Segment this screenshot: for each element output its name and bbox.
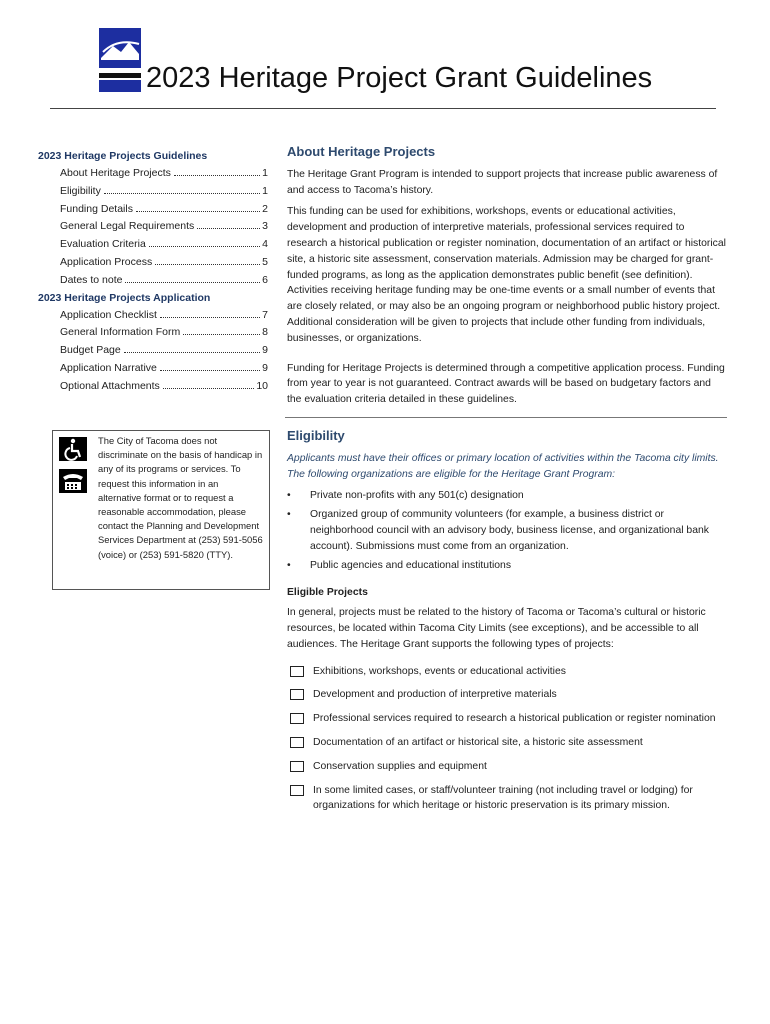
toc-leader-dots	[160, 309, 260, 318]
eligible-projects-text: In general, projects must be related to the history of Tacoma or Tacoma’s cultural or historic resources, be located within Tacoma City Limits (see exceptions), and be accessible to all audiences. The Heritage Grant supports the following types of projects:	[287, 607, 706, 650]
header-divider	[50, 108, 716, 109]
toc-item-label: General Information Form	[60, 326, 181, 339]
tacoma-logo	[99, 28, 141, 92]
project-type-item	[290, 664, 727, 680]
project-type-item	[290, 711, 727, 727]
project-type-item	[290, 759, 727, 775]
eligible-projects-heading: Eligible Projects	[287, 587, 368, 599]
toc-leader-dots	[124, 344, 260, 353]
toc-leader-dots	[136, 203, 260, 212]
toc-item-label: General Legal Requirements	[60, 220, 195, 233]
section-divider	[285, 417, 727, 418]
toc-item[interactable]	[60, 238, 268, 250]
checkbox-label: Exhibitions, workshops, events or educational activities	[313, 665, 566, 677]
checkbox-label: Conservation supplies and equipment	[313, 760, 487, 772]
project-type-checklist	[287, 664, 727, 815]
checkbox[interactable]	[290, 785, 304, 796]
toc-item[interactable]	[60, 256, 268, 268]
toc-item[interactable]	[60, 203, 268, 215]
toc-leader-dots	[104, 185, 260, 194]
checkbox[interactable]	[290, 666, 304, 677]
toc-item-page: 9	[262, 344, 268, 357]
eligibility-heading: Eligibility	[287, 427, 345, 443]
main-content	[287, 144, 727, 822]
toc-item-page: 10	[256, 379, 268, 392]
eligibility-bullet: • Private non-profits with any 501(c) designation	[287, 488, 727, 504]
checkbox-label: Development and production of interpretive materials	[313, 689, 557, 701]
checkbox-label: In some limited cases, or staff/volunteer training (not including travel or lodging) for organizations for which heritage or historic preservation is its primary mission.	[313, 784, 693, 812]
toc-item[interactable]	[60, 309, 268, 321]
toc-item-label: Funding Details	[60, 202, 133, 215]
page-title: 2023 Heritage Project Grant Guidelines	[146, 62, 653, 94]
toc-leader-dots	[163, 380, 255, 389]
toc-item-page: 9	[262, 361, 268, 374]
project-type-item	[290, 783, 727, 815]
eligibility-intro: Applicants must have their offices or primary location of activities within the Tacoma city limits. The following organizations are eligible for the Heritage Grant Program:	[287, 452, 719, 480]
toc-leader-dots	[174, 167, 260, 176]
eligibility-bullet: • Organized group of community volunteers (for example, a business district or neighborhood council with an advisory body, business license, and organizational bank account). Submissions must come from an organization.	[287, 507, 727, 554]
checkbox-label: Documentation of an artifact or historical site, a historic site assessment	[313, 736, 643, 748]
toc-item-page: 4	[262, 238, 268, 251]
checkbox[interactable]	[290, 689, 304, 700]
wheelchair-icon	[59, 437, 87, 461]
about-paragraph-2: This funding can be used for exhibitions, workshops, events or educational activities, development and production of interpretive materials, professional services required to research a historical publication or register nomination, documentation of an artifact or historical site, a historic site assessment, conservation materials. Admission may be charged for grant-funded programs, as long as the application demonstrates public benefit (see definition). Activities receiving heritage funding may be one-time events or a small number of events that are closely related, or may also be an ongoing program or neighborhood public history project. Additional consideration will be given to projects that include other funding from individuals, businesses, or organizations.	[287, 206, 726, 344]
about-paragraph-1: The Heritage Grant Program is intended to support projects that increase public awareness of and access to Tacoma’s history.	[287, 168, 718, 196]
toc-item[interactable]	[60, 380, 268, 392]
toc-guidelines-heading[interactable]: 2023 Heritage Projects Guidelines	[38, 150, 208, 162]
toc-item-page: 1	[262, 184, 268, 197]
toc-item-label: Application Process	[60, 255, 153, 268]
toc-item-label: Eligibility	[60, 184, 101, 197]
toc-item-label: Evaluation Criteria	[60, 238, 146, 251]
toc-item[interactable]	[60, 167, 268, 179]
toc-item-page: 8	[262, 326, 268, 339]
toc-item-page: 6	[262, 273, 268, 286]
toc-item-page: 7	[262, 308, 268, 321]
project-type-item	[290, 687, 727, 703]
about-heading: About Heritage Projects	[287, 144, 436, 159]
toc-item-label: Optional Attachments	[60, 379, 160, 392]
toc-application-heading[interactable]: 2023 Heritage Projects Application	[38, 291, 211, 304]
checkbox-label: Professional services required to research a historical publication or register nomination	[313, 713, 716, 725]
toc-item[interactable]	[60, 362, 268, 374]
checkbox[interactable]	[290, 761, 304, 772]
toc-item[interactable]	[60, 344, 268, 356]
toc-item[interactable]	[60, 185, 268, 197]
eligibility-list	[287, 488, 727, 573]
toc-item-page: 1	[262, 167, 268, 179]
toc-item[interactable]	[60, 274, 268, 286]
eligibility-bullet: • Public agencies and educational institutions	[287, 558, 727, 574]
accessibility-text: The City of Tacoma does not discriminate on the basis of handicap in any of its programs or services. To request this information in an alternative format or to request a reasonable accommodation, please contact the Planning and Development Services Department at (253) 591-5056 (voice) or (253) 591-5820 (TTY).	[98, 435, 263, 560]
toc-item-label: Dates to note	[60, 273, 123, 286]
toc-leader-dots	[197, 220, 260, 229]
toc-leader-dots	[155, 256, 260, 265]
toc-item-page: 5	[262, 255, 268, 268]
toc-leader-dots	[149, 238, 260, 247]
project-type-item	[290, 735, 727, 751]
toc-item-label: About Heritage Projects	[60, 167, 171, 179]
toc-item-page: 3	[262, 220, 268, 233]
toc-item-label: Application Checklist	[60, 308, 157, 321]
accessibility-notice	[52, 430, 270, 590]
toc-leader-dots	[183, 326, 260, 335]
tty-icon	[59, 469, 87, 493]
toc-leader-dots	[160, 362, 260, 371]
checkbox[interactable]	[290, 713, 304, 724]
toc-item-label: Budget Page	[60, 344, 121, 357]
toc-item[interactable]	[60, 220, 268, 232]
table-of-contents	[38, 150, 268, 398]
toc-item-label: Application Narrative	[60, 361, 157, 374]
toc-item[interactable]	[60, 326, 268, 338]
checkbox[interactable]	[290, 737, 304, 748]
about-paragraph-3: Funding for Heritage Projects is determined through a competitive application process. Funding from year to year is not guaranteed. Contract awards will be based on budgetary factors and the evaluation criteria detailed in these guidelines.	[287, 362, 725, 406]
toc-leader-dots	[125, 274, 260, 283]
toc-item-page: 2	[262, 202, 268, 215]
